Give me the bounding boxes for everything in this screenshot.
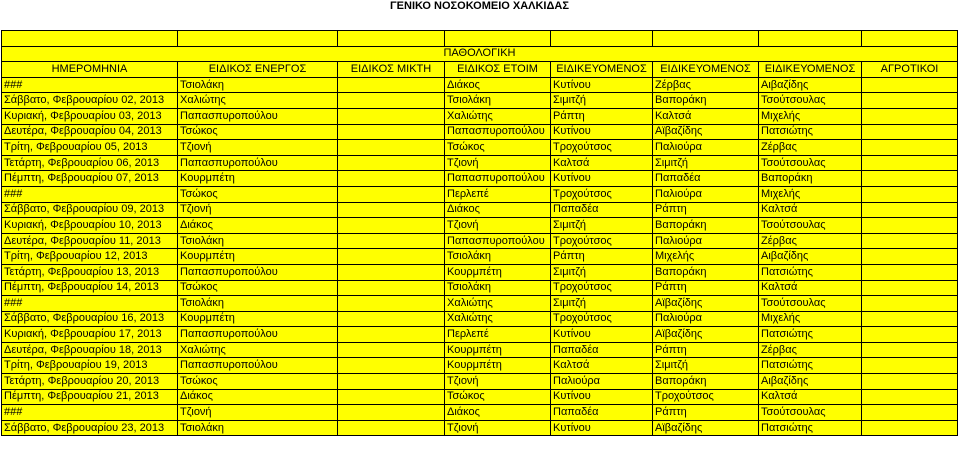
table-cell: Κυριακή, Φεβρουαρίου 03, 2013 <box>2 108 178 124</box>
table-cell <box>862 327 958 343</box>
table-cell <box>862 186 958 202</box>
table-cell <box>338 171 445 187</box>
table-cell: ### <box>2 296 178 312</box>
table-cell: Ζέρβας <box>759 342 862 358</box>
table-cell: Διάκος <box>445 77 551 93</box>
section-title: ΠΑΘΟΛΟΓΙΚΗ <box>2 46 958 62</box>
table-cell: Τσώκος <box>178 374 338 390</box>
table-cell: Ράπτη <box>551 249 653 265</box>
table-cell: Αιβαζίδης <box>759 249 862 265</box>
table-cell: Διάκος <box>178 389 338 405</box>
header-row <box>2 62 958 78</box>
table-cell: Τσιολάκη <box>178 420 338 436</box>
table-cell: Καλτσά <box>551 155 653 171</box>
table-row <box>2 311 958 327</box>
table-row <box>2 108 958 124</box>
table-cell: Χαλιώτης <box>445 108 551 124</box>
table-cell: Τζιονή <box>445 218 551 234</box>
table-cell: Παπασπυροπούλου <box>445 124 551 140</box>
table-cell <box>338 140 445 156</box>
table-cell <box>338 327 445 343</box>
table-cell: Τρίτη, Φεβρουαρίου 19, 2013 <box>2 358 178 374</box>
table-cell: Τζιονή <box>178 202 338 218</box>
table-cell: Πατσιώτης <box>759 124 862 140</box>
table-cell <box>862 218 958 234</box>
table-cell <box>862 155 958 171</box>
table-cell: Τροχούτσος <box>551 280 653 296</box>
table-cell <box>338 311 445 327</box>
table-row <box>2 186 958 202</box>
table-cell: Τσιολάκη <box>445 280 551 296</box>
table-cell: Παπασπυροπούλου <box>445 171 551 187</box>
table-cell: Τρίτη, Φεβρουαρίου 12, 2013 <box>2 249 178 265</box>
table-cell: Παπασπυροπούλου <box>178 327 338 343</box>
table-cell: Χαλιώτης <box>445 311 551 327</box>
table-row <box>2 420 958 436</box>
table-cell: Τετάρτη, Φεβρουαρίου 06, 2013 <box>2 155 178 171</box>
table-cell: Καλτσά <box>653 108 759 124</box>
table-cell: Μιχελής <box>759 108 862 124</box>
column-header: ΕΙΔΙΚΕΥΟΜΕΝΟΣ <box>551 62 653 78</box>
table-cell: Πέμπτη, Φεβρουαρίου 07, 2013 <box>2 171 178 187</box>
table-cell: Βαποράκη <box>653 93 759 109</box>
table-row <box>2 264 958 280</box>
table-cell: Τζιονή <box>178 405 338 421</box>
section-row <box>2 46 958 62</box>
page-title: ΓΕΝΙΚΟ ΝΟΣΟΚΟΜΕΙΟ ΧΑΛΚΙΔΑΣ <box>390 0 569 12</box>
table-cell <box>338 280 445 296</box>
table-cell <box>338 405 445 421</box>
table-cell: Μιχελής <box>759 311 862 327</box>
table-cell: Παπαδέα <box>653 171 759 187</box>
table-cell: Διάκος <box>445 405 551 421</box>
table-cell: Ράπτη <box>653 342 759 358</box>
table-cell: Βαποράκη <box>653 264 759 280</box>
table-cell <box>338 124 445 140</box>
table-cell <box>862 249 958 265</box>
table-row <box>2 77 958 93</box>
table-row <box>2 374 958 390</box>
cell <box>338 31 445 47</box>
table-cell: Παπαδέα <box>551 405 653 421</box>
table-cell: Μιχελής <box>653 249 759 265</box>
table-cell <box>862 124 958 140</box>
table-cell: Διάκος <box>178 218 338 234</box>
table-cell <box>338 358 445 374</box>
cell <box>653 31 759 47</box>
table-cell: Δευτέρα, Φεβρουαρίου 04, 2013 <box>2 124 178 140</box>
cell <box>2 31 178 47</box>
table-cell: Παλιούρα <box>653 186 759 202</box>
table-cell: ### <box>2 186 178 202</box>
table-cell: Τζιονή <box>445 155 551 171</box>
table-cell: Παλιούρα <box>653 140 759 156</box>
table-cell <box>862 77 958 93</box>
table-cell: Κυτίνου <box>551 77 653 93</box>
table-cell: Τσούτσουλας <box>759 93 862 109</box>
table-cell: Παπαδέα <box>551 342 653 358</box>
table-cell: Παπασπυροπούλου <box>178 108 338 124</box>
table-cell <box>338 202 445 218</box>
table-cell: Τσώκος <box>178 124 338 140</box>
table-cell <box>862 342 958 358</box>
table-cell: Κυριακή, Φεβρουαρίου 10, 2013 <box>2 218 178 234</box>
table-cell: Τσούτσουλας <box>759 218 862 234</box>
table-cell: Μιχελής <box>759 186 862 202</box>
table-cell: Παπαδέα <box>551 202 653 218</box>
table-cell: Παπασπυροπούλου <box>178 358 338 374</box>
table-cell: Αϊβαζίδης <box>653 327 759 343</box>
column-header: ΕΙΔΙΚΟΣ ΜΙΚΤΗ <box>338 62 445 78</box>
table-row <box>2 342 958 358</box>
table-cell: Παπασπυροπούλου <box>178 264 338 280</box>
table-cell <box>338 420 445 436</box>
table-cell: Τροχούτσος <box>653 389 759 405</box>
table-cell: Τσιολάκη <box>178 233 338 249</box>
table-row <box>2 233 958 249</box>
table-cell: Τρίτη, Φεβρουαρίου 05, 2013 <box>2 140 178 156</box>
table-cell <box>862 374 958 390</box>
table-cell: Παλιούρα <box>653 311 759 327</box>
table-cell: Κουρμπέτη <box>445 342 551 358</box>
table-cell: Τροχούτσος <box>551 140 653 156</box>
table-cell: Αϊβαζίδης <box>653 420 759 436</box>
table-cell <box>862 311 958 327</box>
table-cell: Τσιολάκη <box>445 249 551 265</box>
table-cell <box>862 108 958 124</box>
table-cell: Πέμπτη, Φεβρουαρίου 14, 2013 <box>2 280 178 296</box>
table-cell: Κουρμπέτη <box>445 358 551 374</box>
table-cell <box>338 218 445 234</box>
table-cell <box>338 389 445 405</box>
column-header: ΕΙΔΙΚΕΥΟΜΕΝΟΣ <box>759 62 862 78</box>
table-row <box>2 358 958 374</box>
table-cell <box>862 140 958 156</box>
table-row <box>2 218 958 234</box>
table-cell: Κυτίνου <box>551 389 653 405</box>
cell <box>551 31 653 47</box>
table-cell: Καλτσά <box>759 280 862 296</box>
table-row <box>2 405 958 421</box>
table-cell: Παλιούρα <box>551 374 653 390</box>
table-cell: Καλτσά <box>551 358 653 374</box>
table-cell: Τετάρτη, Φεβρουαρίου 13, 2013 <box>2 264 178 280</box>
table-cell: Σιμιτζή <box>551 264 653 280</box>
table-cell: Κουρμπέτη <box>178 171 338 187</box>
table-cell: Τσώκος <box>178 186 338 202</box>
table-cell: Σάββατο, Φεβρουαρίου 23, 2013 <box>2 420 178 436</box>
table-cell: Ζέρβας <box>759 233 862 249</box>
table-cell: Τσώκος <box>445 389 551 405</box>
table-cell: Τροχούτσος <box>551 233 653 249</box>
column-header: ΕΙΔΙΚΟΣ ΕΝΕΡΓΟΣ <box>178 62 338 78</box>
cell <box>445 31 551 47</box>
table-cell <box>338 233 445 249</box>
table-cell <box>862 280 958 296</box>
table-cell: Αιβαζίδης <box>759 374 862 390</box>
table-cell: Τσώκος <box>445 140 551 156</box>
column-header: ΕΙΔΙΚΟΣ ΕΤΟΙΜ <box>445 62 551 78</box>
table-cell: Κυτίνου <box>551 420 653 436</box>
table-cell: Βαποράκη <box>653 374 759 390</box>
table-cell <box>338 108 445 124</box>
table-cell: Πέμπτη, Φεβρουαρίου 21, 2013 <box>2 389 178 405</box>
table-cell: Αϊβαζίδης <box>653 124 759 140</box>
table-cell: Πατσιώτης <box>759 358 862 374</box>
table-cell <box>862 264 958 280</box>
table-cell: Σάββατο, Φεβρουαρίου 09, 2013 <box>2 202 178 218</box>
table-cell <box>862 405 958 421</box>
table-cell: Αϊβαζίδης <box>653 296 759 312</box>
table-cell <box>338 93 445 109</box>
table-cell <box>338 249 445 265</box>
table-row <box>2 124 958 140</box>
table-cell: Τσιολάκη <box>445 93 551 109</box>
table-cell <box>338 374 445 390</box>
table-cell: Κυριακή, Φεβρουαρίου 17, 2013 <box>2 327 178 343</box>
table-cell: Παπασπυροπούλου <box>445 233 551 249</box>
cell <box>759 31 862 47</box>
table-cell: Σάββατο, Φεβρουαρίου 02, 2013 <box>2 93 178 109</box>
table-cell: Ράπτη <box>653 202 759 218</box>
column-header: ΑΓΡΟΤΙΚΟΙ <box>862 62 958 78</box>
table-cell: Τσιολάκη <box>178 77 338 93</box>
table-cell: Ράπτη <box>653 280 759 296</box>
table-cell: Τσώκος <box>178 280 338 296</box>
table-cell: Χαλιώτης <box>445 296 551 312</box>
table-cell: Σάββατο, Φεβρουαρίου 16, 2013 <box>2 311 178 327</box>
table-cell: Περλεπέ <box>445 186 551 202</box>
table-cell <box>862 389 958 405</box>
table-cell: Πατσιώτης <box>759 420 862 436</box>
table-cell: Κυτίνου <box>551 327 653 343</box>
schedule-table <box>1 30 958 436</box>
table-cell: Κουρμπέτη <box>178 311 338 327</box>
table-row <box>2 140 958 156</box>
table-cell: Τσιολάκη <box>178 296 338 312</box>
cell <box>862 31 958 47</box>
table-cell: Πατσιώτης <box>759 264 862 280</box>
table-cell <box>862 171 958 187</box>
table-cell <box>338 77 445 93</box>
table-cell: Τετάρτη, Φεβρουαρίου 20, 2013 <box>2 374 178 390</box>
table-cell: Κυτίνου <box>551 171 653 187</box>
table-row <box>2 296 958 312</box>
column-header: ΕΙΔΙΚΕΥΟΜΕΝΟΣ <box>653 62 759 78</box>
table-row <box>2 280 958 296</box>
table-cell: Δευτέρα, Φεβρουαρίου 11, 2013 <box>2 233 178 249</box>
table-cell: Πατσιώτης <box>759 327 862 343</box>
table-cell: Χαλιώτης <box>178 342 338 358</box>
table-cell <box>338 186 445 202</box>
table-cell: Σιμιτζή <box>653 155 759 171</box>
table-cell <box>338 296 445 312</box>
table-cell: Σιμιτζή <box>653 358 759 374</box>
table-cell: Σιμιτζή <box>551 296 653 312</box>
table-cell <box>862 202 958 218</box>
table-cell: Σιμιτζή <box>551 93 653 109</box>
blank-row <box>2 31 958 47</box>
table-row <box>2 249 958 265</box>
table-cell: ### <box>2 405 178 421</box>
table-cell: Τροχούτσος <box>551 186 653 202</box>
table-cell: Τζιονή <box>445 420 551 436</box>
table-cell: Τζιονή <box>178 140 338 156</box>
table-cell: Καλτσά <box>759 202 862 218</box>
table-cell: ### <box>2 77 178 93</box>
table-cell: Περλεπέ <box>445 327 551 343</box>
table-cell <box>862 420 958 436</box>
cell <box>178 31 338 47</box>
table-cell <box>862 93 958 109</box>
column-header: ΗΜΕΡΟΜΗΝΙΑ <box>2 62 178 78</box>
table-row <box>2 93 958 109</box>
table-cell: Ζέρβας <box>653 77 759 93</box>
table-cell: Κουρμπέτη <box>178 249 338 265</box>
table-cell: Κουρμπέτη <box>445 264 551 280</box>
table-cell: Βαποράκη <box>759 171 862 187</box>
table-cell: Τσούτσουλας <box>759 296 862 312</box>
table-cell: Παλιούρα <box>653 233 759 249</box>
table-cell <box>862 233 958 249</box>
table-cell: Διάκος <box>445 202 551 218</box>
table-cell: Βαποράκη <box>653 218 759 234</box>
table-cell: Δευτέρα, Φεβρουαρίου 18, 2013 <box>2 342 178 358</box>
table-row <box>2 171 958 187</box>
table-cell: Ζέρβας <box>759 140 862 156</box>
table-cell: Παπασπυροπούλου <box>178 155 338 171</box>
table-cell <box>338 264 445 280</box>
table-cell: Ράπτη <box>653 405 759 421</box>
table-cell: Ράπτη <box>551 108 653 124</box>
table-cell <box>862 358 958 374</box>
table-cell: Τζιονή <box>445 374 551 390</box>
table-cell: Αιβαζίδης <box>759 77 862 93</box>
table-cell: Τσούτσουλας <box>759 405 862 421</box>
table-cell: Τσούτσουλας <box>759 155 862 171</box>
table-cell: Τροχούτσος <box>551 311 653 327</box>
table-cell: Σιμιτζή <box>551 218 653 234</box>
table-cell <box>862 296 958 312</box>
table-row <box>2 202 958 218</box>
table-cell <box>338 342 445 358</box>
table-row <box>2 389 958 405</box>
table-row <box>2 155 958 171</box>
table-cell: Κυτίνου <box>551 124 653 140</box>
table-cell: Χαλιώτης <box>178 93 338 109</box>
table-row <box>2 327 958 343</box>
table-cell <box>338 155 445 171</box>
table-cell: Καλτσά <box>759 389 862 405</box>
